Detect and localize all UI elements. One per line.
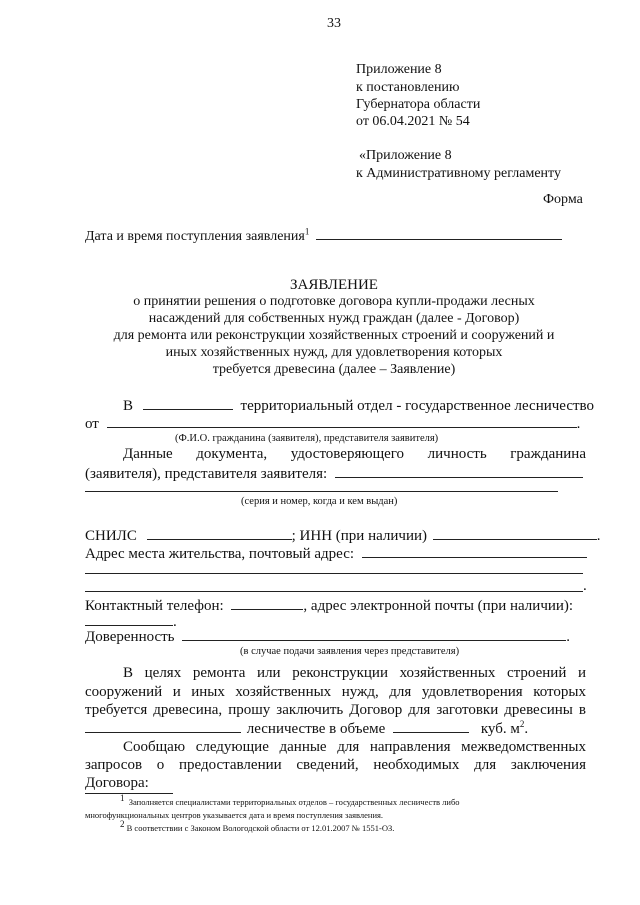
para1-line: требуется древесина, прошу заключить Договор для заготовки древесины в: [85, 702, 586, 718]
address-end: .: [583, 578, 587, 594]
footnote-1-mark: 1: [120, 793, 125, 804]
from-hint: (Ф.И.О. гражданина (заявителя), представителя заявителя): [175, 433, 439, 444]
date-time-row: [85, 226, 562, 245]
phone-label: Контактный телефон:: [85, 598, 224, 614]
proxy-label: Доверенность: [85, 629, 175, 645]
para1-line: сооружений и иных хозяйственных нужд, для удовлетворения которых: [85, 684, 586, 700]
para2-line: запросов о предоставлении сведений, необходимых для заключения: [85, 757, 586, 773]
doc-line-2-label: (заявителя), представителя заявителя:: [85, 466, 328, 482]
from-prefix: от: [85, 416, 99, 432]
para1-end: .: [524, 721, 529, 737]
snils-label: СНИЛС: [85, 528, 137, 544]
department-suffix: территориальный отдел - государственное лесничество: [240, 398, 595, 414]
department-row: [123, 396, 594, 415]
forestry-field[interactable]: [85, 719, 241, 733]
para2-line: Сообщаю следующие данные для направления межведомственных: [123, 739, 586, 755]
snils-inn-end: .: [596, 528, 601, 544]
address-field-line[interactable]: [85, 573, 583, 574]
para1-line: В целях ремонта или реконструкции хозяйственных строений и: [123, 665, 586, 681]
proxy-hint: (в случае подачи заявления через представителя): [240, 646, 460, 657]
footnote-2-text: В соответствии с Законом Вологодской области от 12.01.2007 № 1551-ОЗ.: [126, 823, 395, 833]
appendix-line: Губернатора области: [356, 97, 481, 112]
proxy-end: .: [566, 629, 571, 645]
date-time-label: Дата и время поступления заявления: [85, 229, 305, 244]
email-label: , адрес электронной почты (при наличии):: [303, 598, 574, 614]
snils-inn-row: [85, 526, 601, 545]
document-title: ЗАЯВЛЕНИЕ: [290, 277, 378, 293]
subtitle-line: требуется древесина (далее – Заявление): [212, 362, 456, 377]
para1-line-4: [85, 719, 528, 738]
from-end: .: [576, 416, 581, 432]
appendix-line: Приложение 8: [356, 62, 442, 77]
document-details-field-line[interactable]: [85, 491, 558, 492]
para1-line4-a: лесничестве в объеме: [246, 721, 386, 737]
address-label: Адрес места жительства, почтовый адрес:: [85, 546, 355, 562]
subtitle-line: для ремонта или реконструкции хозяйственных строений и сооружений и: [113, 328, 555, 343]
from-field[interactable]: [107, 414, 577, 428]
proxy-field[interactable]: [182, 627, 566, 641]
date-time-field[interactable]: [316, 226, 562, 240]
appendix-reg-line: к Административному регламенту: [356, 166, 561, 181]
doc-hint: (серия и номер, когда и кем выдан): [241, 496, 398, 507]
volume-field[interactable]: [393, 719, 469, 733]
footnote-2: [120, 819, 395, 834]
department-prefix: В: [123, 398, 134, 414]
document-details-field[interactable]: [335, 464, 583, 478]
footnote-1-text: Заполняется специалистами территориальных отделов – государственных лесничеств либо: [128, 797, 460, 807]
para2-line: Договора:: [85, 775, 149, 791]
subtitle-line: насаждений для собственных нужд граждан (далее - Договор): [148, 311, 520, 326]
inn-field[interactable]: [433, 526, 597, 540]
snils-field[interactable]: [147, 526, 292, 540]
appendix-line: от 06.04.2021 № 54: [356, 114, 470, 129]
footnote-mark: 1: [304, 226, 310, 237]
footnote-1-line-1: [120, 793, 460, 808]
para1-line4-b: куб. м: [480, 721, 520, 737]
subtitle-line: о принятии решения о подготовке договора купли-продажи лесных: [133, 294, 535, 309]
appendix-reg-line: «Приложение 8: [359, 148, 452, 163]
doc-line-2: [85, 464, 583, 483]
footnote-1-line-2: многофункциональных центров указывается дата и время поступления заявления.: [85, 810, 384, 820]
proxy-row: [85, 627, 570, 646]
email-field[interactable]: [85, 612, 173, 626]
page-number: 33: [327, 16, 341, 31]
address-row: [85, 544, 587, 563]
doc-line-1: Данные документа, удостоверяющего личность гражданина: [123, 446, 586, 462]
footnote-separator: [85, 793, 173, 794]
form-label: Форма: [543, 192, 583, 207]
footnote-2-mark: 2: [120, 819, 125, 830]
department-field[interactable]: [143, 396, 233, 410]
address-field-line[interactable]: [85, 591, 583, 592]
phone-field[interactable]: [231, 596, 303, 610]
address-field[interactable]: [362, 544, 587, 558]
from-row: [85, 414, 580, 433]
footnote-mark: 2: [519, 719, 525, 729]
appendix-line: к постановлению: [356, 80, 460, 95]
email-end: .: [173, 614, 177, 630]
subtitle-line: иных хозяйственных нужд, для удовлетворения которых: [165, 345, 503, 360]
inn-label: ; ИНН (при наличии): [291, 528, 427, 544]
